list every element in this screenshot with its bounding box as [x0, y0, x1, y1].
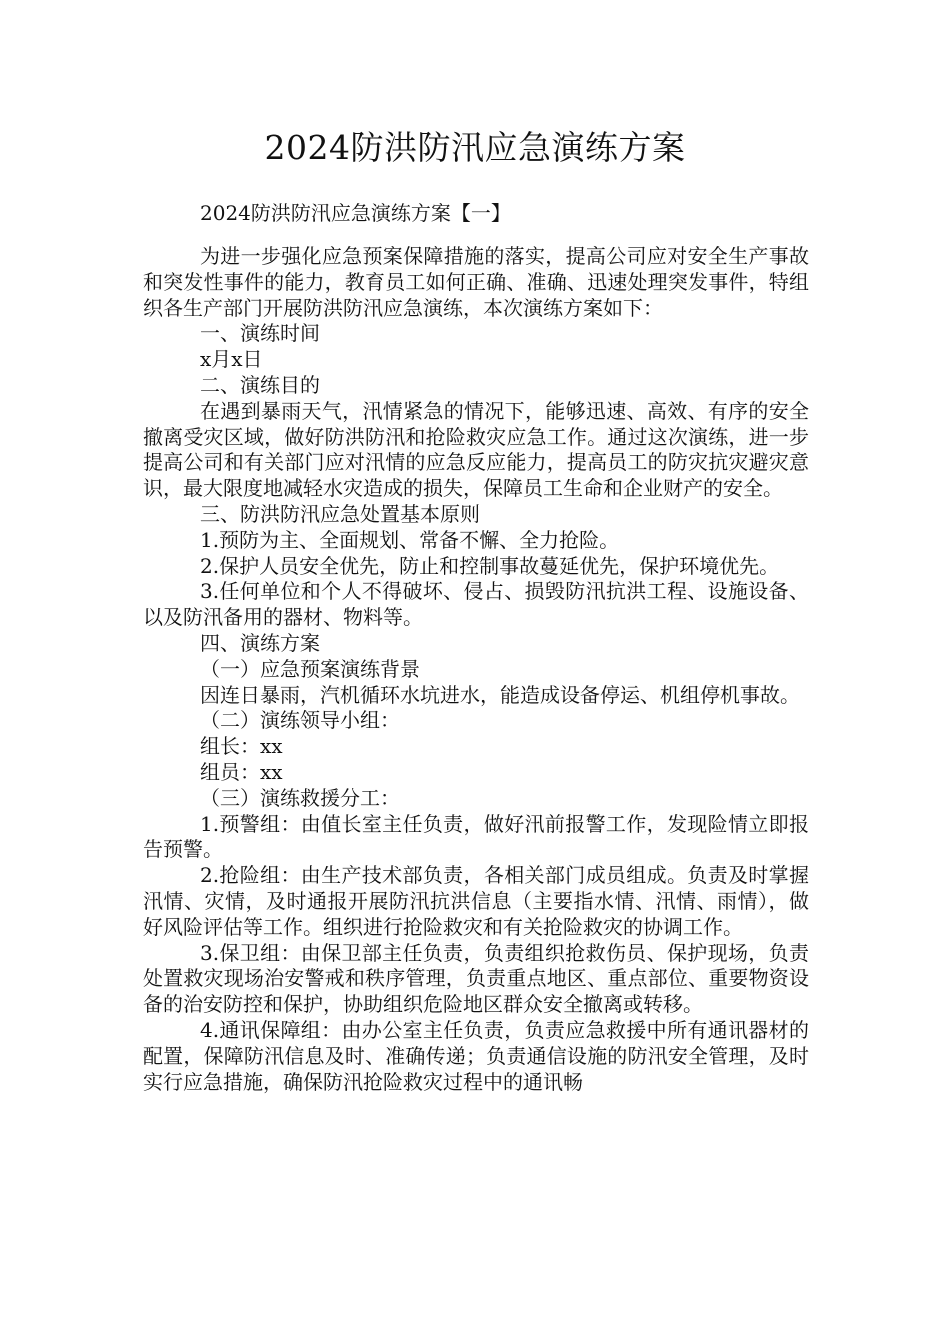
rescue-team-item: 2.抢险组：由生产技术部负责，各相关部门成员组成。负责及时掌握汛情、灾情，及时通报开展防汛抗洪信息（主要指水情、汛情、雨情），做好风险评估等工作。组织进行抢险救灾和有关抢险救灾的协调工作。: [143, 863, 809, 939]
background-paragraph: 因连日暴雨，汽机循环水坑进水，能造成设备停运、机组停机事故。: [200, 682, 800, 707]
document-body: [143, 244, 809, 1095]
principle-item: 3.任何单位和个人不得破坏、侵占、损毁防汛抗洪工程、设施设备、以及防汛备用的器材、物料等。: [143, 579, 809, 630]
subheading-leadership: （二）演练领导小组：: [200, 708, 400, 733]
heading-basic-principles: 三、防洪防汛应急处置基本原则: [200, 501, 480, 526]
rescue-team-item: 4.通讯保障组：由办公室主任负责，负责应急救援中所有通讯器材的配置，保障防汛信息及时、准确传递；负责通信设施的防汛安全管理，及时实行应急措施，确保防汛抢险救灾过程中的通讯畅: [143, 1017, 809, 1094]
intro-paragraph: 为进一步强化应急预案保障措施的落实，提高公司应对安全生产事故和突发性事件的能力，教育员工如何正确、准确、迅速处理突发事件，特组织各生产部门开展防洪防汛应急演练，本次演练方案如下：: [143, 244, 809, 320]
heading-drill-plan: 四、演练方案: [200, 630, 320, 655]
drill-date: x月x日: [200, 347, 263, 372]
purpose-paragraph: 在遇到暴雨天气，汛情紧急的情况下，能够迅速、高效、有序的安全撤离受灾区域，做好防洪防汛和抢险救灾应急工作。通过这次演练，进一步提高公司和有关部门应对汛情的应急反应能力，提高员工的防灾抗灾避灾意识，最大限度地减轻水灾造成的损失，保障员工生命和企业财产的安全。: [143, 398, 809, 501]
subheading-background: （一）应急预案演练背景: [200, 656, 420, 681]
subheading-rescue-division: （三）演练救援分工：: [200, 785, 400, 810]
heading-drill-purpose: 二、演练目的: [200, 372, 320, 397]
rescue-team-item: 1.预警组：由值长室主任负责，做好汛前报警工作，发现险情立即报告预警。: [143, 811, 809, 862]
heading-drill-time: 一、演练时间: [200, 321, 320, 346]
principle-item: 1.预防为主、全面规划、常备不懈、全力抢险。: [200, 527, 620, 552]
members-line: 组员：xx: [200, 759, 283, 784]
document-title: 2024防洪防汛应急演练方案: [264, 128, 686, 167]
rescue-team-item: 3.保卫组：由保卫部主任负责，负责组织抢救伤员、保护现场，负责处置救灾现场治安警戒和秩序管理，负责重点地区、重点部位、重要物资设备的治安防控和保护，协助组织危险地区群众安全撤离或转移。: [143, 940, 809, 1017]
principle-item: 2.保护人员安全优先，防止和控制事故蔓延优先，保护环境优先。: [200, 553, 780, 578]
section-heading: 2024防洪防汛应急演练方案【一】: [200, 201, 511, 225]
leader-line: 组长：xx: [200, 734, 283, 759]
